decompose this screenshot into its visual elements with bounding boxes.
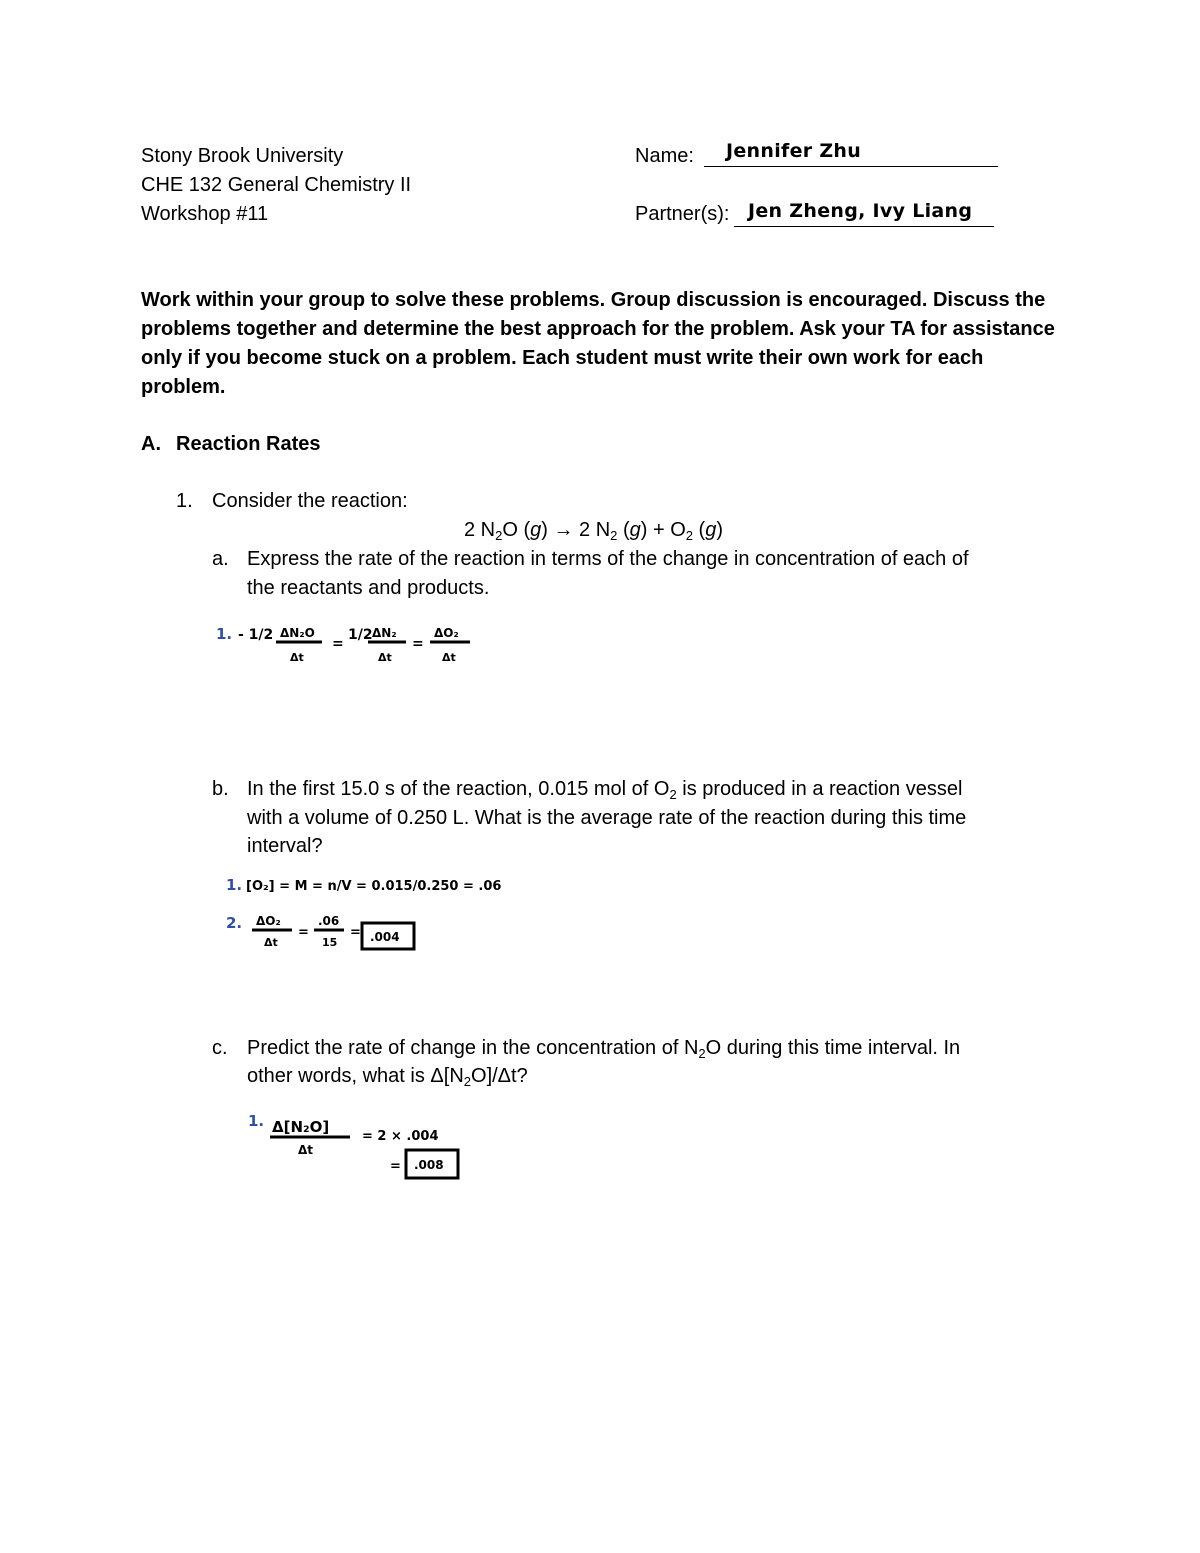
part-a-den1: Δt [290, 651, 304, 664]
part-a-line2: the reactants and products. [247, 577, 490, 599]
part-a-answer [212, 616, 482, 672]
course-title: CHE 132 General Chemistry II [141, 174, 412, 196]
problem-number: 1. [176, 490, 193, 512]
part-b-den2: 15 [322, 936, 338, 949]
partner-label: Partner(s): [635, 203, 730, 225]
part-a-term2: 1/2 [348, 627, 373, 643]
part-c-step: 1. [248, 1112, 265, 1130]
part-a-num1: ΔN₂O [280, 626, 315, 640]
part-b-line2: with a volume of 0.250 L. What is the average rate of the reaction during this time [247, 807, 967, 829]
part-c-calc: = 2 × .004 [362, 1129, 439, 1144]
part-b-num2: .06 [318, 914, 340, 928]
part-a-line1: Express the rate of the reaction in terms of the change in concentration of each of [247, 548, 969, 570]
part-a-step: 1. [216, 625, 233, 643]
part-a-den2: Δt [378, 651, 392, 664]
problem-prompt: Consider the reaction: [212, 490, 408, 512]
svg-text:=: = [298, 925, 309, 940]
reaction-equation: 2 $N_2O$ (g) → 2 $N_2$ $(g) + O_2$ (g) [464, 519, 724, 543]
name-label: Name: [635, 145, 694, 167]
part-b-line1: In the first 15.0 s of the reaction, 0.015 mol of $O_2$ is produced in a reaction vessel [247, 778, 963, 802]
part-c-den: Δt [298, 1143, 314, 1157]
part-a-den3: Δt [442, 651, 456, 664]
section-letter: A. [141, 433, 161, 455]
part-c-line2: other words, what is $\Delta[N_2O]/\Delta t$? [247, 1065, 528, 1089]
part-b-answer [220, 866, 510, 958]
part-b-line3: interval? [247, 835, 323, 857]
part-c-letter: c. [212, 1037, 228, 1059]
svg-text:=: = [332, 636, 344, 652]
part-b-step2: 2. [226, 914, 243, 932]
part-a-term1: - 1/2 [238, 627, 274, 643]
part-a-num2: ΔN₂ [372, 626, 397, 640]
svg-text:=: = [390, 1159, 401, 1174]
partner-value: Jen Zheng, Ivy Liang [748, 200, 973, 222]
svg-text:=: = [412, 636, 424, 652]
part-c-result: .008 [414, 1158, 444, 1172]
university-name: Stony Brook University [141, 145, 344, 167]
part-b-result: .004 [370, 930, 400, 944]
part-b-den1: Δt [264, 936, 278, 949]
workshop-number: Workshop #11 [141, 203, 269, 225]
part-c-line1: Predict the rate of change in the concentration of $N_2O$ during this time interval. In [247, 1037, 961, 1061]
part-b-num1: ΔO₂ [256, 914, 281, 928]
part-b-step1-text: [O₂] = M = n/V = 0.015/0.250 = .06 [246, 879, 502, 894]
part-c-num: Δ[N₂O] [272, 1118, 330, 1136]
part-a-num3: ΔO₂ [434, 626, 459, 640]
section-title: Reaction Rates [176, 433, 321, 455]
name-value: Jennifer Zhu [726, 140, 862, 162]
part-b-letter: b. [212, 778, 229, 800]
part-b-step1: 1. [226, 876, 243, 894]
svg-text:=: = [350, 925, 361, 940]
instructions-paragraph: Work within your group to solve these problems. Group discussion is encouraged. Discuss the problems together and determine the best approach for the problem. Ask your TA for assistance only if you become stuck on a problem. Each student must write their own work for each problem. [141, 289, 1055, 398]
part-c-answer [240, 1104, 480, 1190]
part-a-letter: a. [212, 548, 229, 570]
